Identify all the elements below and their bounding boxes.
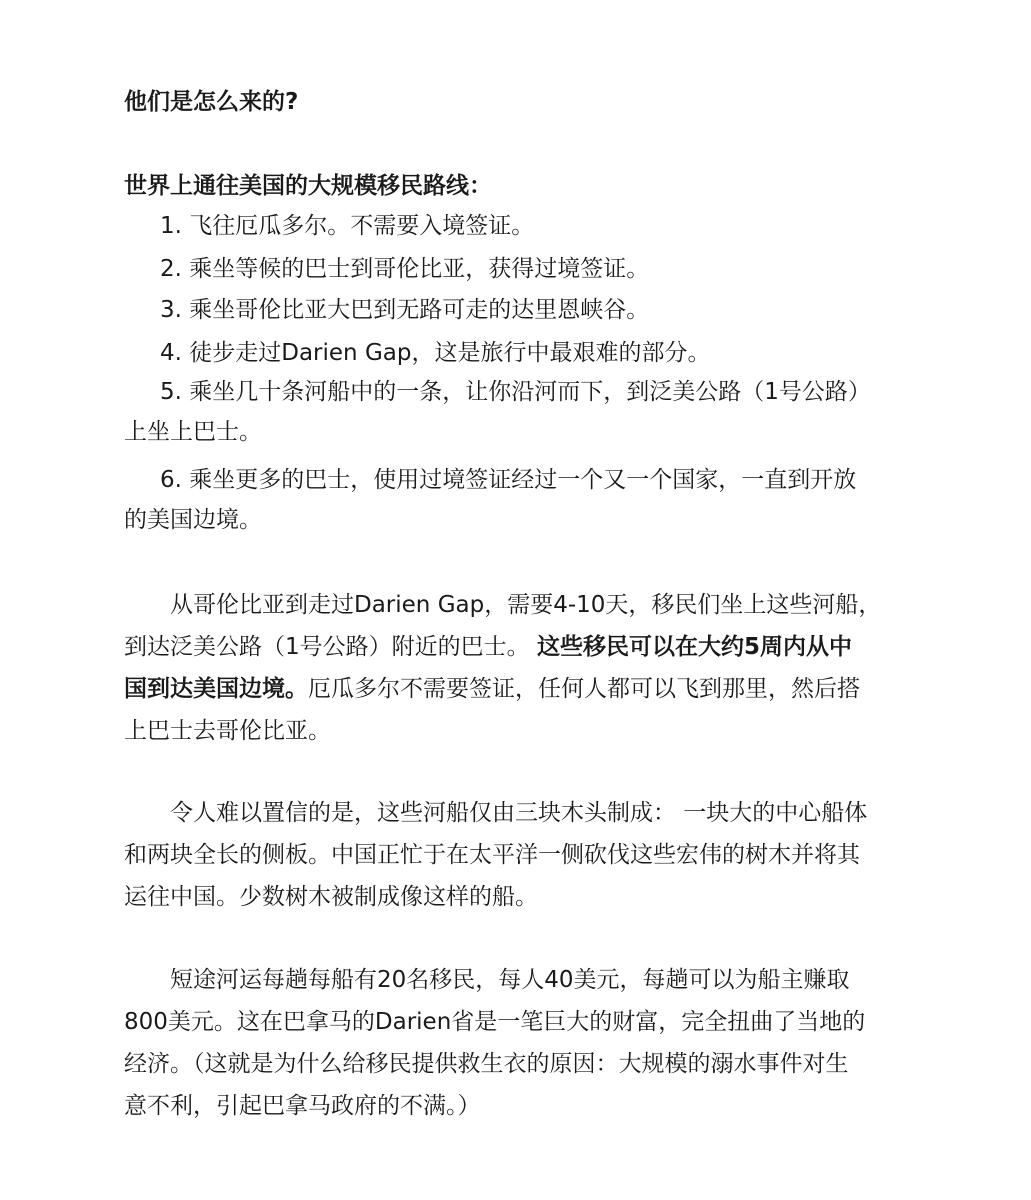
- paragraph-river-boats: [124, 792, 914, 918]
- route-step-1: [124, 206, 914, 246]
- route-step-text-continued: 上坐上巴士。: [124, 419, 262, 445]
- route-step-text: 5. 乘坐几十条河船中的一条，让你沿河而下，到泛美公路（1号公路）: [160, 379, 871, 405]
- route-step-text: 3. 乘坐哥伦比亚大巴到无路可走的达里恩峡谷。: [160, 297, 650, 323]
- route-step-3: [124, 290, 914, 330]
- paragraph-line: 意不利，引起巴拿马政府的不满。）: [124, 1093, 481, 1119]
- paragraph-line: 从哥伦比亚到走过Darien Gap，需要4-10天，移民们坐上这些河船，: [170, 592, 882, 618]
- route-step-6: [124, 460, 914, 540]
- route-step-text: 6. 乘坐更多的巴士，使用过境签证经过一个又一个国家，一直到开放: [160, 467, 857, 493]
- route-step-text-continued: 的美国边境。: [124, 507, 262, 533]
- paragraph-river-transport-income: [124, 959, 914, 1127]
- paragraph-text: 到达泛美公路（1号公路）附近的巴士。: [124, 634, 530, 660]
- heading-migration-route: 世界上通往美国的大规模移民路线：: [124, 173, 492, 199]
- paragraph-line: 令人难以置信的是，这些河船仅由三块木头制成： 一块大的中心船体: [170, 800, 868, 826]
- paragraph-bold-text: 这些移民可以在大约5周内从中: [536, 634, 852, 660]
- route-step-text: 2. 乘坐等候的巴士到哥伦比亚，获得过境签证。: [160, 256, 650, 282]
- paragraph-text: 厄瓜多尔不需要签证，任何人都可以飞到那里，然后搭: [308, 676, 860, 702]
- paragraph-line: [124, 626, 914, 668]
- route-step-text: 1. 飞往厄瓜多尔。不需要入境签证。: [160, 213, 535, 239]
- paragraph-travel-time: [124, 584, 914, 752]
- paragraph-line: 运往中国。少数树木被制成像这样的船。: [124, 884, 538, 910]
- paragraph-line: 800美元。这在巴拿马的Darien省是一笔巨大的财富，完全扭曲了当地的: [124, 1009, 866, 1035]
- paragraph-line: [124, 668, 914, 710]
- route-step-text: 4. 徒步走过Darien Gap，这是旅行中最艰难的部分。: [160, 340, 711, 366]
- paragraph-line: 短途河运每趟每船有20名移民，每人40美元，每趟可以为船主赚取: [170, 967, 850, 993]
- route-step-2: [124, 249, 914, 289]
- paragraph-bold-text: 国到达美国边境。: [124, 676, 308, 702]
- paragraph-line: 上巴士去哥伦比亚。: [124, 718, 331, 744]
- route-step-5: [124, 372, 914, 452]
- heading-how-they-came: 他们是怎么来的?: [124, 89, 299, 115]
- paragraph-line: 经济。（这就是为什么给移民提供救生衣的原因：大规模的溺水事件对生: [124, 1051, 849, 1077]
- paragraph-line: 和两块全长的侧板。中国正忙于在太平洋一侧砍伐这些宏伟的树木并将其: [124, 842, 860, 868]
- route-step-4: [124, 333, 914, 373]
